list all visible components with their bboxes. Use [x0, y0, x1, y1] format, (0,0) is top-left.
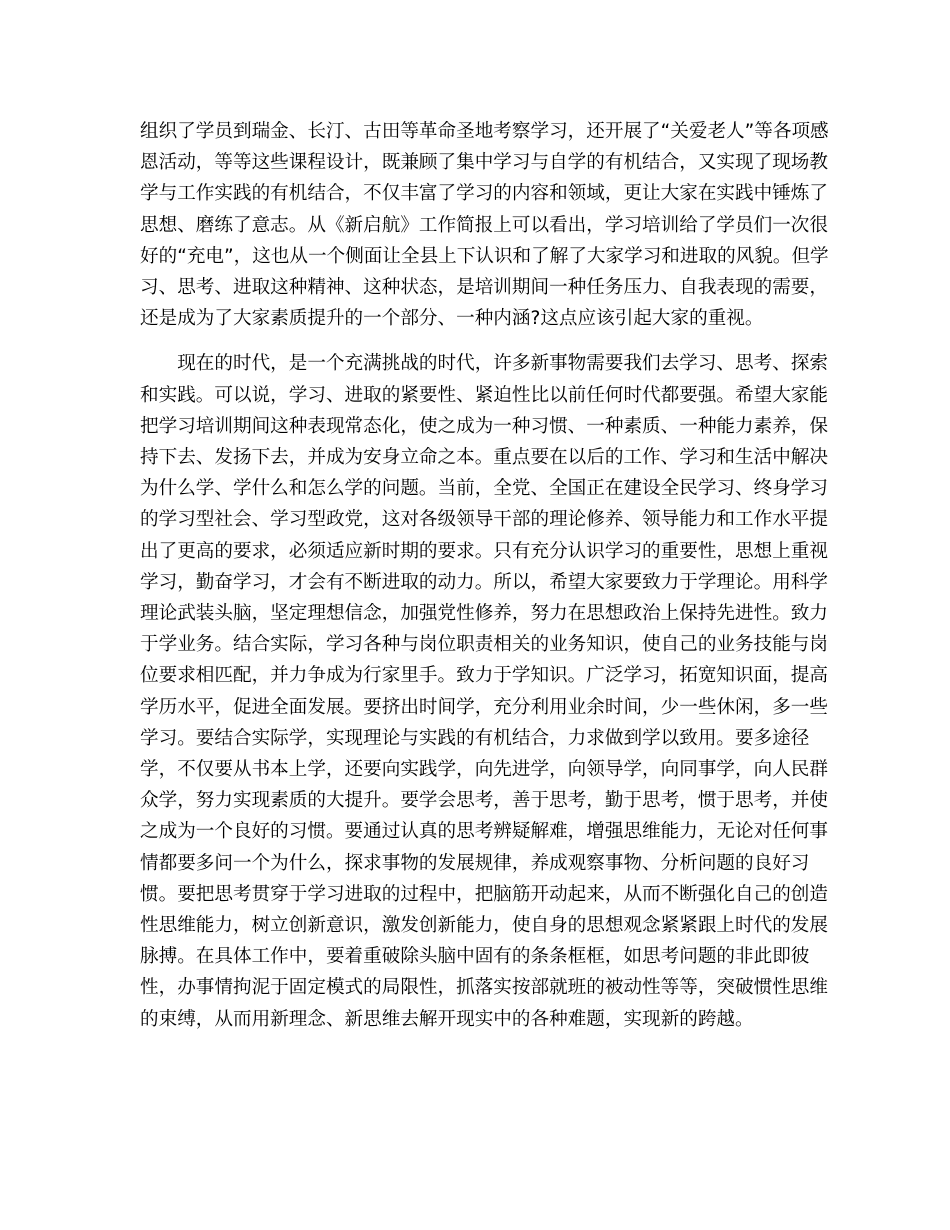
- paragraph-1: 组织了学员到瑞金、长汀、古田等革命圣地考察学习，还开展了“关爱老人”等各项感恩活动，等等这些课程设计，既兼顾了集中学习与自学的有机结合，又实现了现场教学与工作实践的有机结合，不仅丰富了学习的内容和领域，更让大家在实践中锤炼了思想、磨练了意志。从《新启航》工作简报上可以看出，学习培训给了学员们一次很好的“充电”，这也从一个侧面让全县上下认识和了解了大家学习和进取的风貌。但学习、思考、进取这种精神、这种状态，是培训期间一种任务压力、自我表现的需要，还是成为了大家素质提升的一个部分、一种内涵?这点应该引起大家的重视。: [140, 121, 829, 330]
- document-body: [140, 116, 830, 1035]
- paragraph-2: 现在的时代，是一个充满挑战的时代，许多新事物需要我们去学习、思考、探索和实践。可以说，学习、进取的紧要性、紧迫性比以前任何时代都要强。希望大家能把学习培训期间这种表现常态化，使之成为一种习惯、一种素质、一种能力素养，保持下去、发扬下去，并成为安身立命之本。重点要在以后的工作、学习和生活中解决为什么学、学什么和怎么学的问题。当前，全党、全国正在建设全民学习、终身学习的学习型社会、学习型政党，这对各级领导干部的理论修养、领导能力和工作水平提出了更高的要求，必须适应新时期的要求。只有充分认识学习的重要性，思想上重视学习，勤奋学习，才会有不断进取的动力。所以，希望大家要致力于学理论。用科学理论武装头脑，坚定理想信念，加强党性修养，努力在思想政治上保持先进性。致力于学业务。结合实际，学习各种与岗位职责相关的业务知识，使自己的业务技能与岗位要求相匹配，并力争成为行家里手。致力于学知识。广泛学习，拓宽知识面，提高学历水平，促进全面发展。要挤出时间学，充分利用业余时间，少一些休闲，多一些学习。要结合实际学，实现理论与实践的有机结合，力求做到学以致用。要多途径学，不仅要从书本上学，还要向实践学，向先进学，向领导学，向同事学，向人民群众学，努力实现素质的大提升。要学会思考，善于思考，勤于思考，惯于思考，并使之成为一个良好的习惯。要通过认真的思考辨疑解难，增强思维能力，无论对任何事情都要多问一个为什么，探求事物的发展规律，养成观察事物、分析问题的良好习惯。要把思考贯穿于学习进取的过程中，把脑筋开动起来，从而不断强化自己的创造性思维能力，树立创新意识，激发创新能力，使自身的思想观念紧紧跟上时代的发展脉搏。在具体工作中，要着重破除头脑中固有的条条框框，如思考问题的非此即彼性，办事情拘泥于固定模式的局限性，抓落实按部就班的被动性等等，突破惯性思维的束缚，从而用新理念、新思维去解开现实中的各种难题，实现新的跨越。: [140, 353, 828, 1030]
